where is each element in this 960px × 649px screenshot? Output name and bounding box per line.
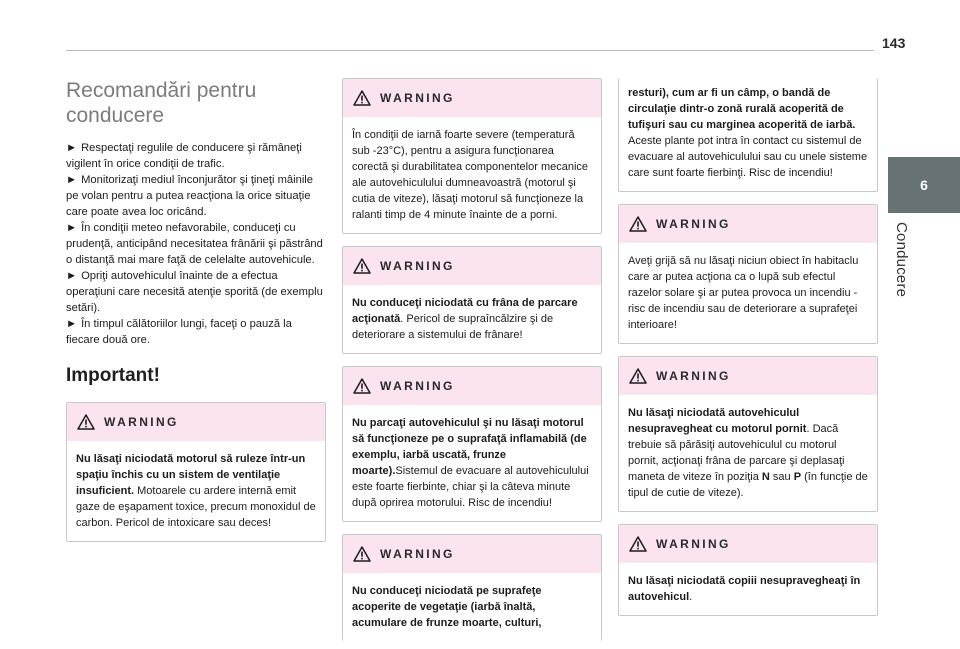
- warning-label: WARNING: [380, 91, 455, 105]
- warning-triangle-icon: [353, 258, 371, 274]
- warning-box: [618, 524, 878, 616]
- arrow-right-icon: ►: [66, 142, 78, 154]
- warning-text: Aveţi grijă să nu lăsaţi niciun obiect în habitaclu care ar putea acţiona ca o lupă sub efectul razelor solare şi ar putea provoca un incendiu - risc de incendiu sau de deteriorare a suprafeţei interioare!: [628, 255, 859, 331]
- warning-box: [66, 402, 326, 542]
- warning-header: [67, 403, 325, 441]
- warning-box: [618, 204, 878, 344]
- chapter-tab[interactable]: [888, 157, 960, 213]
- warning-text: resturi), cum ar fi un câmp, o bandă de circulaţie dintr-o zonă rurală acoperită de tufişuri sau cu marginea acoperită de iarbă. Aceste plante pot intra în contact cu sistemul de evacuare al autovehiculului sau cu unele sisteme care sunt foarte fierbinţi. Risc de incendiu!: [628, 87, 868, 179]
- warning-triangle-icon: [353, 90, 371, 106]
- warning-label: WARNING: [104, 415, 179, 429]
- warning-box: [342, 78, 602, 234]
- middle-column: [342, 78, 602, 641]
- warning-header: [343, 367, 601, 405]
- warning-triangle-icon: [629, 536, 647, 552]
- warning-text: Nu parcaţi autovehiculul şi nu lăsaţi motorul să funcţioneze pe o suprafaţă inflamabilă (de exemplu, iarbă uscată, frunze moarte).Sistemul de evacuare al autovehiculului este foarte fierbinte, chiar şi la câteva minute după oprirea motorului. Risc de incendiu!: [352, 417, 589, 509]
- warning-text: Nu lăsaţi niciodată autovehiculul nesupravegheat cu motorul pornit. Dacă trebuie să părăsiţi autovehiculul cu motorul pornit, acţionaţi frâna de parcare şi deplasaţi maneta de viteze în poziţia N sau P (în funcţie de tipul de cutie de viteze).: [628, 407, 868, 499]
- warning-text: Nu conduceţi niciodată pe suprafeţe acoperite de vegetaţie (iarbă înaltă, acumulare de frunze moarte, culturi,: [352, 585, 542, 629]
- warning-triangle-icon: [629, 368, 647, 384]
- list-item: ► Monitorizaţi mediul înconjurător şi ţineţi mâinile pe volan pentru a putea reacţiona la orice situaţie care poate avea loc oricând.: [66, 174, 314, 218]
- warning-text: Nu lăsaţi niciodată motorul să ruleze într-un spaţiu închis cu un sistem de ventilaţie insuficient. Motoarele cu ardere internă emit gaze de eşapament toxice, precum monoxidul de carbon. Pericol de intoxicare sau deces!: [76, 453, 316, 529]
- left-column: [66, 78, 326, 542]
- list-item: ► În timpul călătoriilor lungi, faceţi o pauză la fiecare două ore.: [66, 318, 292, 346]
- warning-header: [619, 357, 877, 395]
- warning-text: Nu conduceţi niciodată cu frâna de parcare acţionată. Pericol de supraîncălzire şi de deteriorare a sistemului de frânare!: [352, 297, 578, 341]
- warning-box: [342, 246, 602, 354]
- warning-triangle-icon: [353, 546, 371, 562]
- warning-label: WARNING: [656, 537, 731, 551]
- warning-label: WARNING: [380, 259, 455, 273]
- list-item: ► Respectaţi regulile de conducere şi rămâneţi vigilent în orice condiţii de trafic.: [66, 142, 302, 170]
- warning-header: [619, 205, 877, 243]
- page-number: 143: [882, 35, 906, 51]
- warning-label: WARNING: [656, 369, 731, 383]
- warning-header: [343, 247, 601, 285]
- warning-box: [618, 356, 878, 512]
- warning-label: WARNING: [380, 379, 455, 393]
- important-heading: Important!: [66, 365, 160, 386]
- list-item: ► În condiţii meteo nefavorabile, conduceţi cu prudenţă, anticipând necesitatea frânării şi păstrând o distanţă mai mare faţă de celelalte autovehicule.: [66, 222, 323, 266]
- warning-box: [342, 366, 602, 522]
- warning-box-continued: [618, 78, 878, 192]
- warning-text: Nu lăsaţi niciodată copiii nesupravegheaţi în autovehicul.: [628, 575, 861, 603]
- arrow-right-icon: ►: [66, 222, 78, 234]
- warning-header: [343, 79, 601, 117]
- right-column: [618, 78, 878, 616]
- warning-header: [619, 525, 877, 563]
- warning-label: WARNING: [380, 547, 455, 561]
- warning-header: [343, 535, 601, 573]
- chapter-number: 6: [920, 177, 928, 193]
- section-title: Recomandări pentru conducere: [66, 79, 257, 127]
- warning-triangle-icon: [629, 216, 647, 232]
- warning-text: În condiţii de iarnă foarte severe (temperatură sub -23°C), pentru a asigura funcţionarea corectă şi durabilitatea componentelor mecanice ale autovehiculului dumneavoastră (motorul şi cutia de viteze), lăsaţi motorul să funcţioneze la ralanti timp de 4 minute înainte de a porni.: [352, 129, 589, 221]
- header-divider: [66, 50, 874, 51]
- arrow-right-icon: ►: [66, 174, 78, 186]
- list-item: ► Opriţi autovehiculul înainte de a efectua operaţiuni care necesită atenţie sporită (de exemplu setări).: [66, 270, 323, 314]
- recommendations-list: [66, 140, 326, 348]
- arrow-right-icon: ►: [66, 270, 78, 282]
- warning-label: WARNING: [656, 217, 731, 231]
- arrow-right-icon: ►: [66, 318, 78, 330]
- warning-box: [342, 534, 602, 641]
- chapter-label: Conducere: [893, 222, 910, 298]
- warning-triangle-icon: [77, 414, 95, 430]
- warning-triangle-icon: [353, 378, 371, 394]
